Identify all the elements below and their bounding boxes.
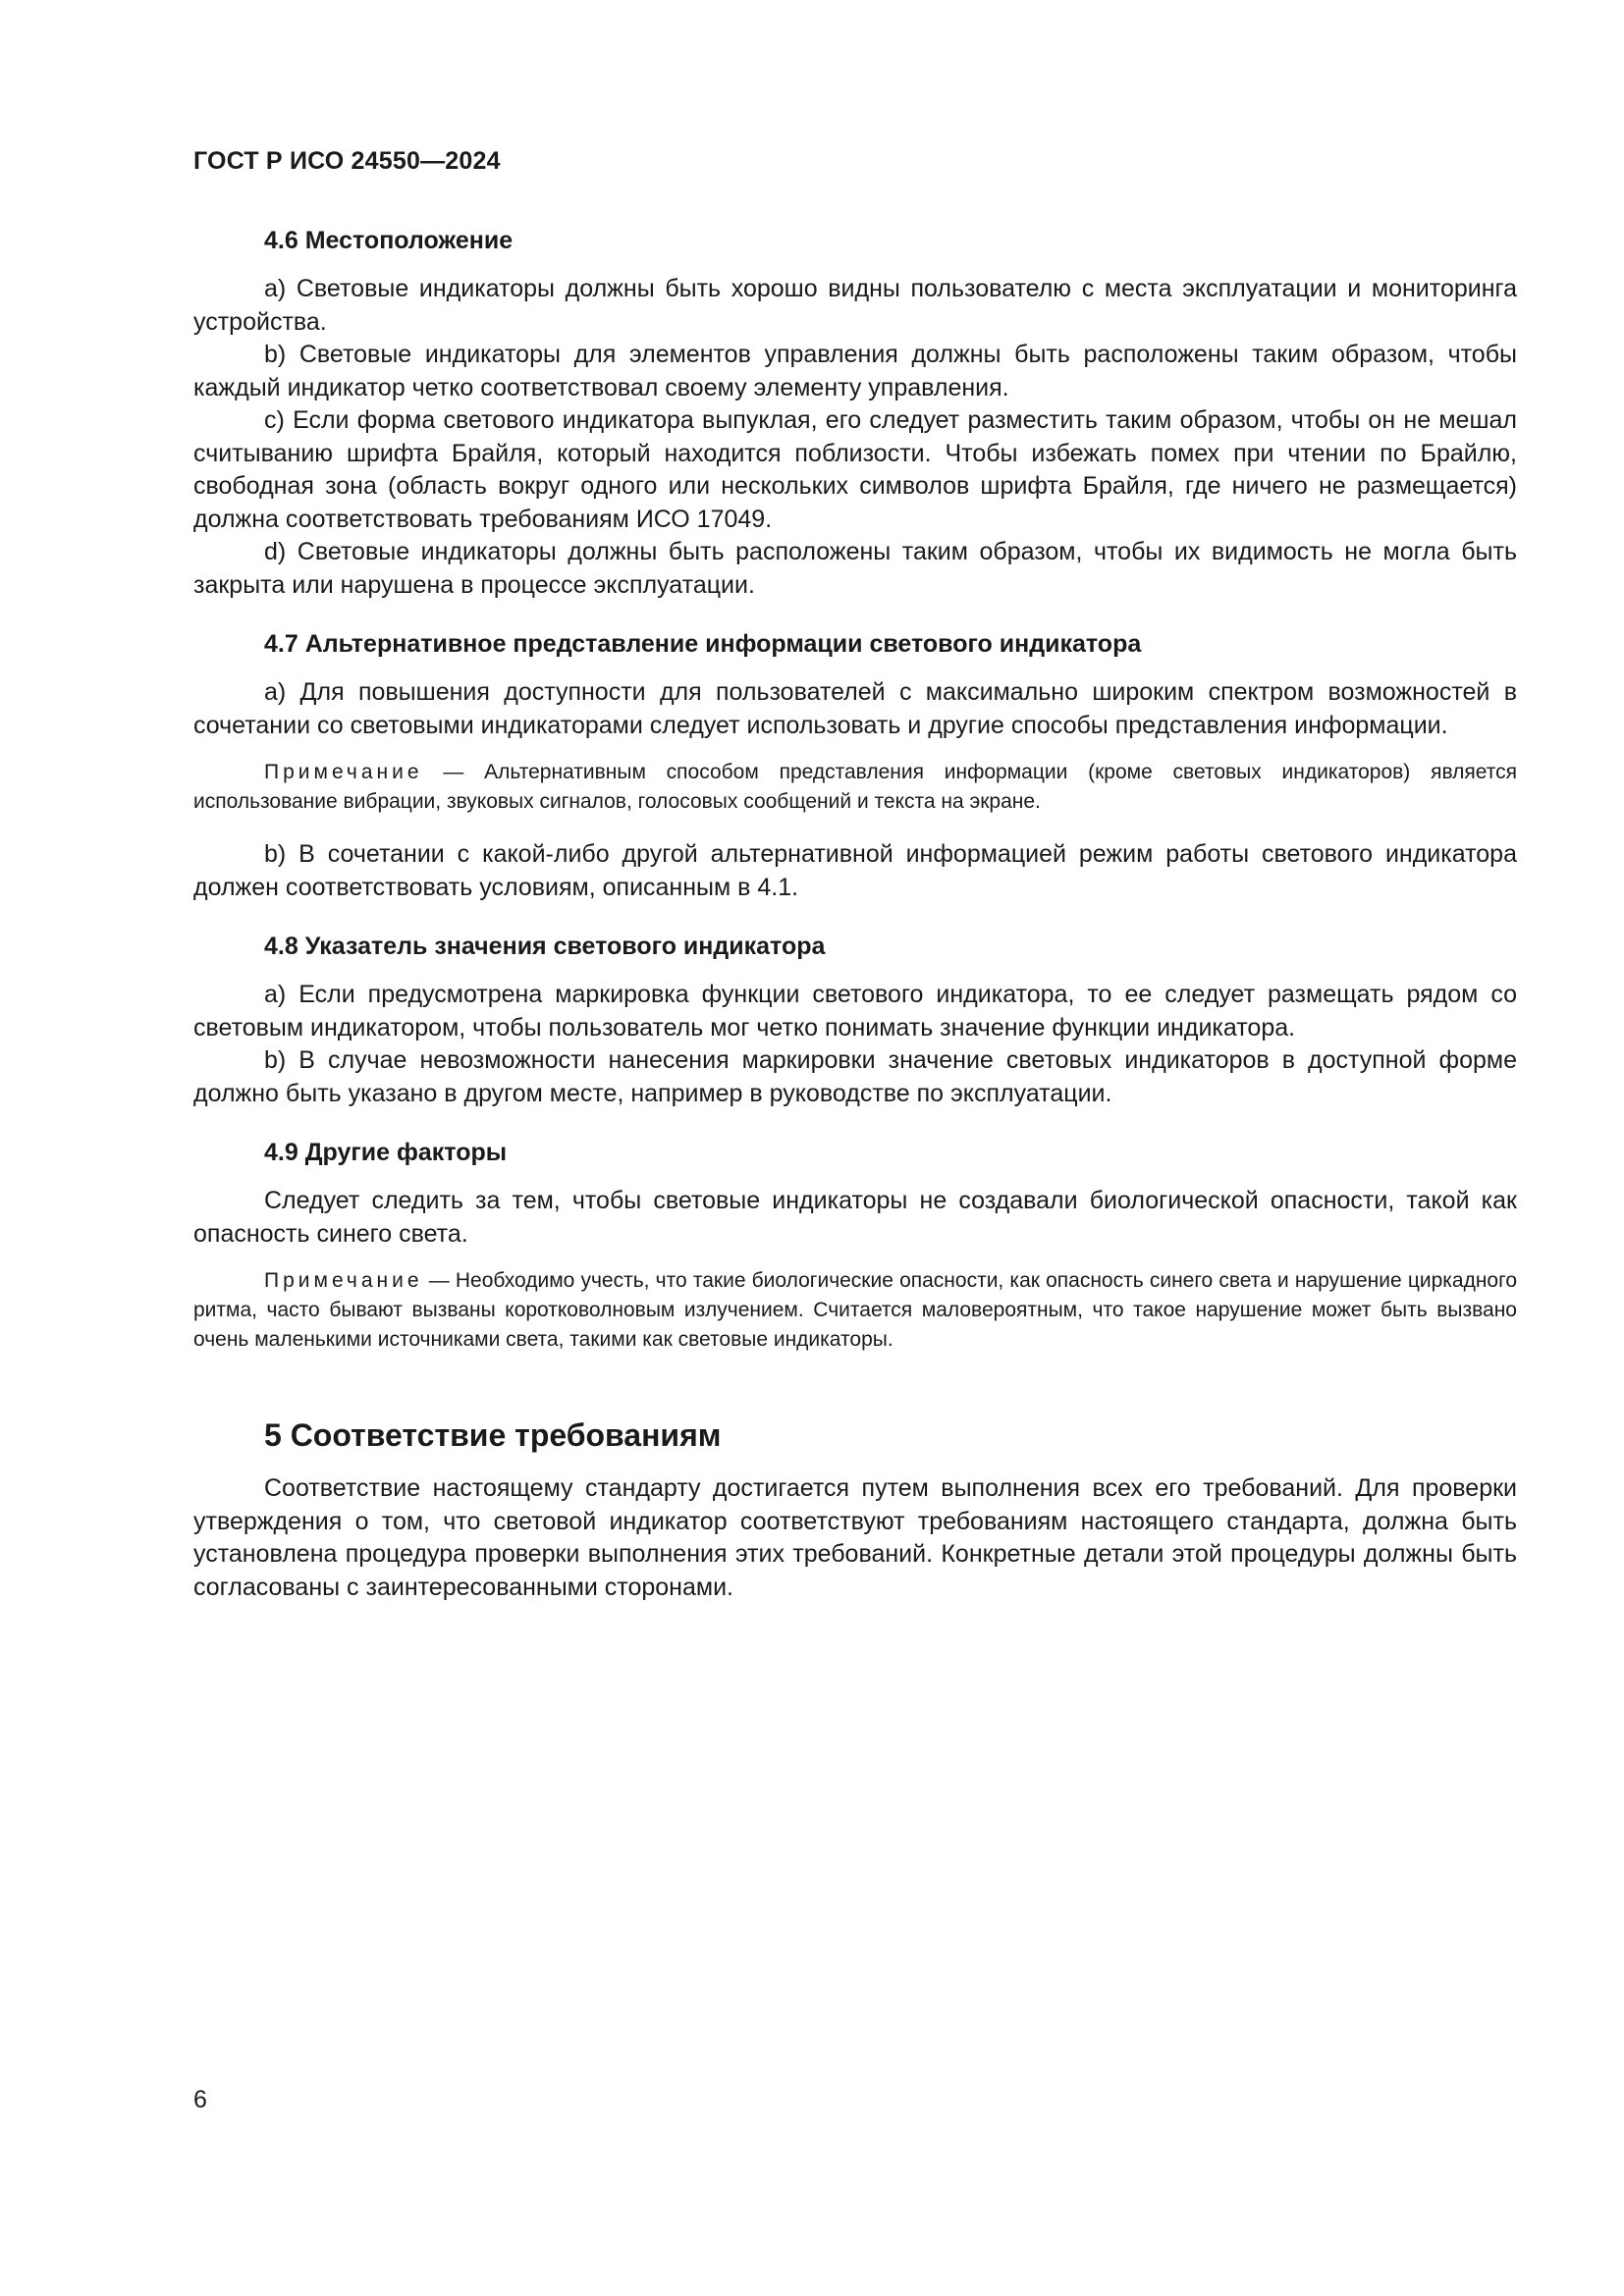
section-4-9-note	[193, 1266, 1517, 1355]
section-4-8-item-b: b) В случае невозможности нанесения маркировки значение световых индикаторов в доступной форме должно быть указано в другом месте, например в руководстве по эксплуатации.	[193, 1046, 1517, 1107]
section-5-heading: 5 Соответствие требованиям	[264, 1417, 722, 1453]
section-4-7-note	[193, 758, 1517, 817]
section-4-9-paragraph: Следует следить за тем, чтобы световые индикаторы не создавали биологической опасности, такой как опасность синего света.	[193, 1187, 1517, 1248]
section-4-6-item-b: b) Световые индикаторы для элементов управления должны быть расположены таким образом, чтобы каждый индикатор четко соответствовал своему элементу управления.	[193, 341, 1517, 401]
section-4-7-item-b: b) В сочетании с какой-либо другой альтернативной информацией режим работы светового индикатора должен соответствовать условиям, описанным в 4.1.	[193, 840, 1517, 901]
note-text: — Необходимо учесть, что такие биологические опасности, как опасность синего света и нарушение циркадного ритма, часто бывают вызваны коротковолновым излучением. Считается маловероятным, что такое нарушение может быть вызвано очень маленькими источниками света, такими как световые индикаторы.	[193, 1269, 1517, 1351]
note-label: Примечание	[264, 761, 423, 783]
note-text: — Альтернативным способом представления информации (кроме световых индикаторов) является использование вибрации, звуковых сигналов, голосовых сообщений и текста на экране.	[193, 761, 1517, 813]
document-page	[193, 0, 1517, 2296]
section-4-7-heading: 4.7 Альтернативное представление информации светового индикатора	[264, 630, 1142, 658]
section-4-9-heading: 4.9 Другие факторы	[264, 1139, 508, 1166]
section-4-6-item-a: a) Световые индикаторы должны быть хорошо видны пользователю с места эксплуатации и мониторинга устройства.	[193, 275, 1517, 336]
section-4-7-item-a: a) Для повышения доступности для пользователей с максимально широким спектром возможностей в сочетании со световыми индикаторами следует использовать и другие способы представления информации.	[193, 678, 1517, 739]
section-4-6-item-d: d) Световые индикаторы должны быть расположены таким образом, чтобы их видимость не могла быть закрыта или нарушена в процессе эксплуатации.	[193, 538, 1517, 599]
note-label: Примечание	[264, 1269, 423, 1292]
document-body	[193, 224, 1517, 1604]
section-4-8-item-a: a) Если предусмотрена маркировка функции светового индикатора, то ее следует размещать рядом со световым индикатором, чтобы пользователь мог четко понимать значение функции индикатора.	[193, 981, 1517, 1041]
section-4-8-heading: 4.8 Указатель значения светового индикатора	[264, 933, 826, 960]
section-4-6-item-c: c) Если форма светового индикатора выпуклая, его следует разместить таким образом, чтобы он не мешал считыванию шрифта Брайля, который находится поблизости. Чтобы избежать помех при чтении по Брайлю, свободная зона (область вокруг одного или нескольких символов шрифта Брайля, где ничего не размещается) должна соответствовать требованиям ИСО 17049.	[193, 406, 1517, 533]
page-number: 6	[193, 2086, 207, 2113]
section-5-paragraph: Соответствие настоящему стандарту достигается путем выполнения всех его требований. Для проверки утверждения о том, что световой индикатор соответствуют требованиям настоящего стандарта, должна быть установлена процедура проверки выполнения этих требований. Конкретные детали этой процедуры должны быть согласованы с заинтересованными сторонами.	[193, 1474, 1517, 1601]
section-4-6-heading: 4.6 Местоположение	[264, 227, 514, 254]
document-code-header: ГОСТ Р ИСО 24550—2024	[193, 147, 501, 175]
